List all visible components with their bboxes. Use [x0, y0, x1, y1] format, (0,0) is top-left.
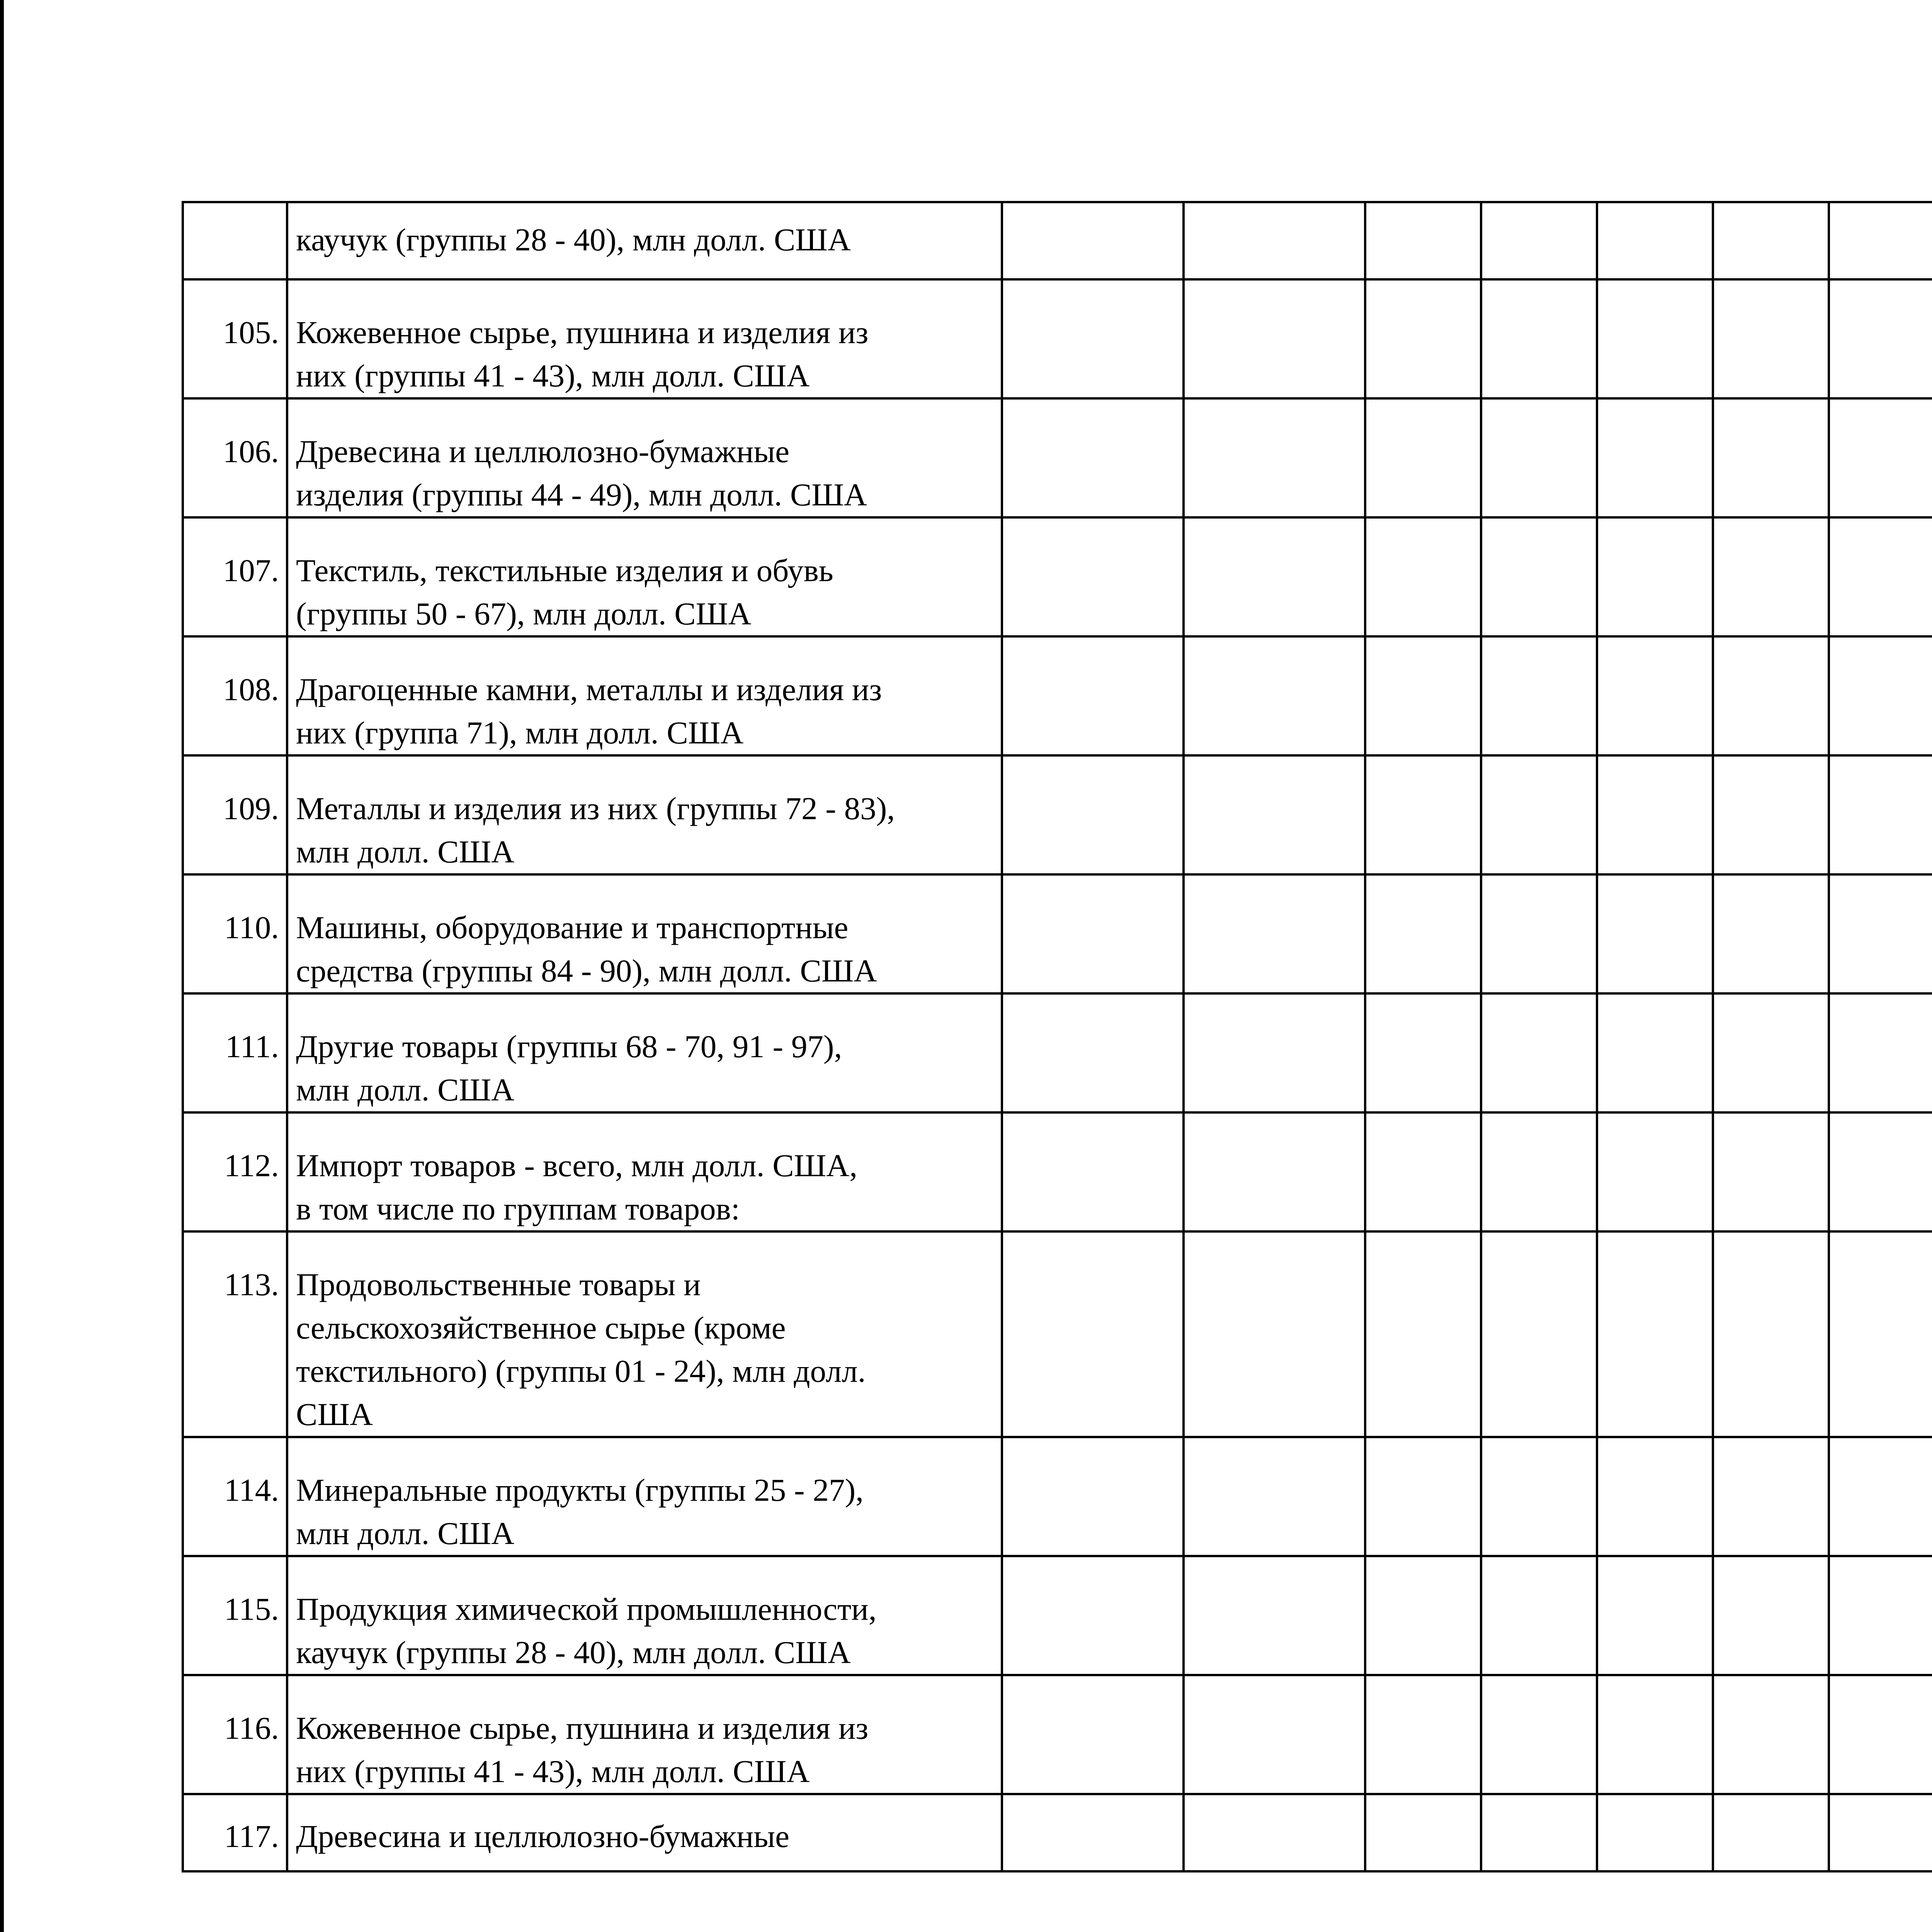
- value-cell: [1184, 1437, 1365, 1556]
- value-cell: [1002, 1675, 1184, 1794]
- value-cell: [1184, 1112, 1365, 1231]
- row-description: Импорт товаров - всего, млн долл. США, в том числе по группам товаров:: [287, 1112, 1002, 1231]
- value-cell: [1481, 1675, 1597, 1794]
- value-cell: [1481, 398, 1597, 517]
- value-cell: [1365, 398, 1481, 517]
- value-cell: [1597, 993, 1713, 1112]
- table-row: [183, 874, 1932, 993]
- value-cell: [1597, 1794, 1713, 1871]
- value-cell: [1002, 1794, 1184, 1871]
- value-cell: [1481, 517, 1597, 636]
- indicators-table: [182, 201, 1932, 1872]
- value-cell: [1713, 993, 1829, 1112]
- value-cell: [1481, 1437, 1597, 1556]
- value-cell: [1597, 874, 1713, 993]
- value-cell: [1365, 755, 1481, 874]
- value-cell: [1481, 1112, 1597, 1231]
- value-cell: [1002, 517, 1184, 636]
- row-description: Машины, оборудование и транспортные средства (группы 84 - 90), млн долл. США: [287, 874, 1002, 993]
- value-cell: [1365, 874, 1481, 993]
- table-row: [183, 755, 1932, 874]
- value-cell: [1002, 874, 1184, 993]
- value-cell: [1713, 398, 1829, 517]
- row-number: [183, 202, 287, 279]
- value-cell: [1829, 1112, 1932, 1231]
- value-cell: [1365, 1112, 1481, 1231]
- table-row: [183, 202, 1932, 279]
- table-row: [183, 1231, 1932, 1437]
- value-cell: [1184, 993, 1365, 1112]
- value-cell: [1829, 398, 1932, 517]
- value-cell: [1365, 1556, 1481, 1675]
- table-row: [183, 1112, 1932, 1231]
- table-row: [183, 1675, 1932, 1794]
- value-cell: [1713, 1437, 1829, 1556]
- value-cell: [1597, 636, 1713, 755]
- value-cell: [1184, 202, 1365, 279]
- value-cell: [1481, 1231, 1597, 1437]
- value-cell: [1002, 1556, 1184, 1675]
- value-cell: [1829, 1231, 1932, 1437]
- value-cell: [1713, 874, 1829, 993]
- value-cell: [1002, 993, 1184, 1112]
- value-cell: [1002, 279, 1184, 398]
- value-cell: [1002, 755, 1184, 874]
- value-cell: [1002, 202, 1184, 279]
- row-number: 114.: [183, 1437, 287, 1556]
- row-description: Продовольственные товары и сельскохозяйственное сырье (кроме текстильного) (группы 01 - 24), млн долл. США: [287, 1231, 1002, 1437]
- value-cell: [1365, 1675, 1481, 1794]
- value-cell: [1713, 279, 1829, 398]
- table-row: [183, 517, 1932, 636]
- value-cell: [1713, 1794, 1829, 1871]
- row-number: 108.: [183, 636, 287, 755]
- value-cell: [1481, 1556, 1597, 1675]
- value-cell: [1713, 1112, 1829, 1231]
- value-cell: [1365, 1437, 1481, 1556]
- value-cell: [1829, 202, 1932, 279]
- row-description: каучук (группы 28 - 40), млн долл. США: [287, 202, 1002, 279]
- value-cell: [1713, 755, 1829, 874]
- row-number: 106.: [183, 398, 287, 517]
- row-description: Минеральные продукты (группы 25 - 27), млн долл. США: [287, 1437, 1002, 1556]
- value-cell: [1365, 636, 1481, 755]
- row-number: 107.: [183, 517, 287, 636]
- value-cell: [1002, 636, 1184, 755]
- value-cell: [1829, 636, 1932, 755]
- row-number: 109.: [183, 755, 287, 874]
- value-cell: [1481, 874, 1597, 993]
- table-row: [183, 398, 1932, 517]
- value-cell: [1481, 1794, 1597, 1871]
- value-cell: [1184, 279, 1365, 398]
- row-description: Текстиль, текстильные изделия и обувь (группы 50 - 67), млн долл. США: [287, 517, 1002, 636]
- row-description: Кожевенное сырье, пушнина и изделия из них (группы 41 - 43), млн долл. США: [287, 1675, 1002, 1794]
- value-cell: [1597, 1556, 1713, 1675]
- row-description: Металлы и изделия из них (группы 72 - 83), млн долл. США: [287, 755, 1002, 874]
- value-cell: [1184, 1794, 1365, 1871]
- table-row: [183, 279, 1932, 398]
- value-cell: [1481, 636, 1597, 755]
- value-cell: [1481, 202, 1597, 279]
- value-cell: [1713, 1231, 1829, 1437]
- value-cell: [1597, 279, 1713, 398]
- row-number: 110.: [183, 874, 287, 993]
- value-cell: [1597, 1231, 1713, 1437]
- value-cell: [1713, 517, 1829, 636]
- table-row: [183, 1437, 1932, 1556]
- value-cell: [1365, 202, 1481, 279]
- value-cell: [1002, 1437, 1184, 1556]
- value-cell: [1597, 1437, 1713, 1556]
- value-cell: [1713, 202, 1829, 279]
- value-cell: [1481, 993, 1597, 1112]
- row-number: 117.: [183, 1794, 287, 1871]
- value-cell: [1184, 1675, 1365, 1794]
- value-cell: [1365, 517, 1481, 636]
- value-cell: [1597, 1675, 1713, 1794]
- value-cell: [1002, 398, 1184, 517]
- value-cell: [1365, 1794, 1481, 1871]
- value-cell: [1713, 636, 1829, 755]
- row-description: Древесина и целлюлозно-бумажные изделия (группы 44 - 49), млн долл. США: [287, 398, 1002, 517]
- value-cell: [1481, 279, 1597, 398]
- value-cell: [1829, 1675, 1932, 1794]
- value-cell: [1365, 993, 1481, 1112]
- row-number: 113.: [183, 1231, 287, 1437]
- table-row: [183, 1794, 1932, 1871]
- value-cell: [1184, 1231, 1365, 1437]
- value-cell: [1184, 874, 1365, 993]
- value-cell: [1597, 755, 1713, 874]
- value-cell: [1597, 1112, 1713, 1231]
- value-cell: [1829, 1556, 1932, 1675]
- row-number: 116.: [183, 1675, 287, 1794]
- value-cell: [1002, 1112, 1184, 1231]
- value-cell: [1829, 755, 1932, 874]
- value-cell: [1184, 517, 1365, 636]
- value-cell: [1184, 398, 1365, 517]
- value-cell: [1365, 1231, 1481, 1437]
- table-row: [183, 993, 1932, 1112]
- value-cell: [1597, 517, 1713, 636]
- row-number: 111.: [183, 993, 287, 1112]
- value-cell: [1713, 1556, 1829, 1675]
- row-description: Древесина и целлюлозно-бумажные: [287, 1794, 1002, 1871]
- value-cell: [1713, 1675, 1829, 1794]
- value-cell: [1829, 874, 1932, 993]
- value-cell: [1002, 1231, 1184, 1437]
- value-cell: [1597, 202, 1713, 279]
- value-cell: [1597, 398, 1713, 517]
- value-cell: [1829, 1437, 1932, 1556]
- row-description: Драгоценные камни, металлы и изделия из них (группа 71), млн долл. США: [287, 636, 1002, 755]
- row-number: 115.: [183, 1556, 287, 1675]
- value-cell: [1829, 1794, 1932, 1871]
- value-cell: [1481, 755, 1597, 874]
- value-cell: [1184, 755, 1365, 874]
- table-row: [183, 1556, 1932, 1675]
- value-cell: [1365, 279, 1481, 398]
- row-number: 112.: [183, 1112, 287, 1231]
- table-row: [183, 636, 1932, 755]
- row-description: Кожевенное сырье, пушнина и изделия из них (группы 41 - 43), млн долл. США: [287, 279, 1002, 398]
- scan-left-edge: [0, 0, 4, 1932]
- row-number: 105.: [183, 279, 287, 398]
- value-cell: [1184, 1556, 1365, 1675]
- row-description: Продукция химической промышленности, каучук (группы 28 - 40), млн долл. США: [287, 1556, 1002, 1675]
- value-cell: [1829, 279, 1932, 398]
- row-description: Другие товары (группы 68 - 70, 91 - 97), млн долл. США: [287, 993, 1002, 1112]
- value-cell: [1829, 993, 1932, 1112]
- value-cell: [1829, 517, 1932, 636]
- value-cell: [1184, 636, 1365, 755]
